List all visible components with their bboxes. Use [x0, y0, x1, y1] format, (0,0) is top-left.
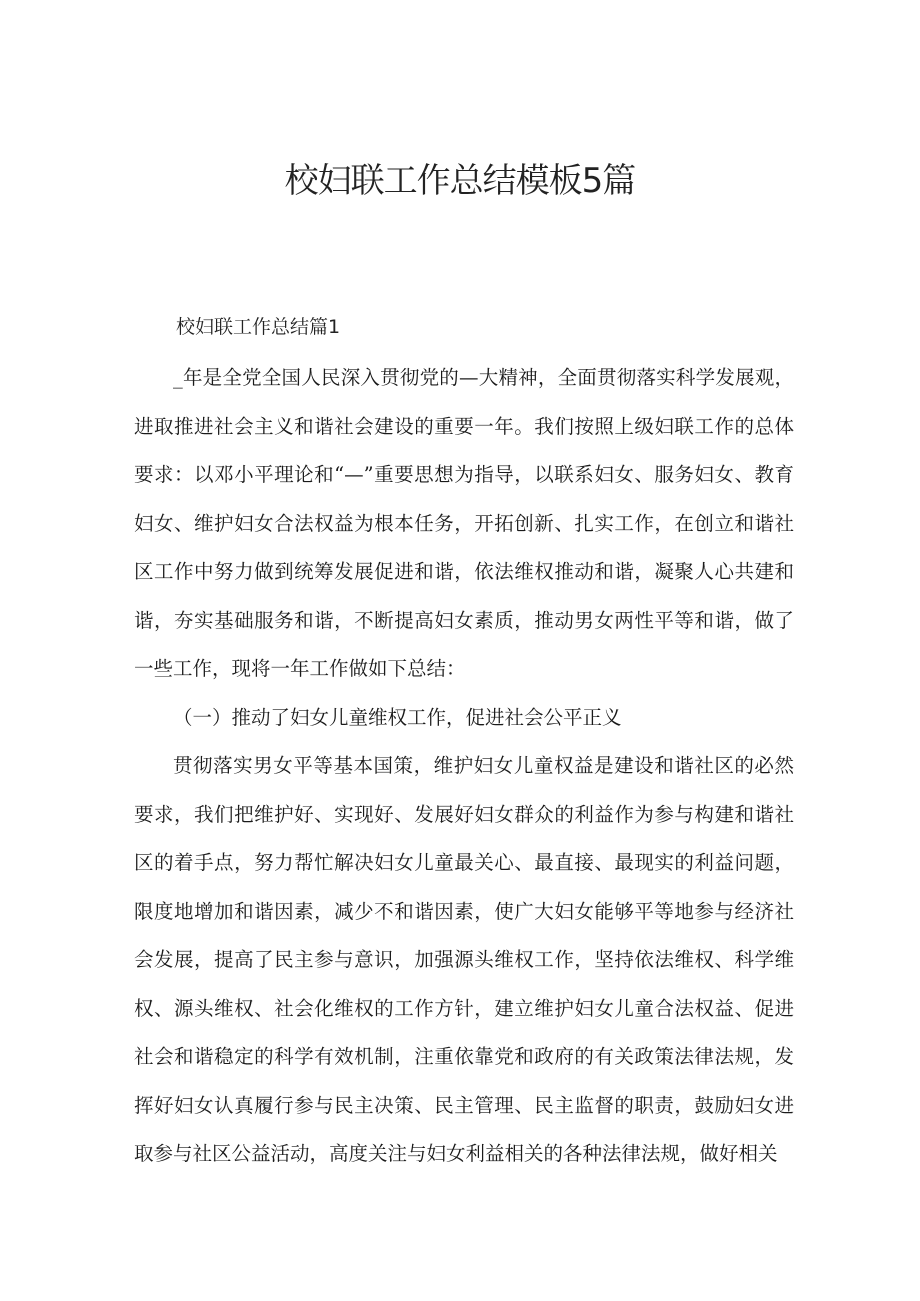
paragraph-rights: 贯彻落实男女平等基本国策，维护妇女儿童权益是建设和谐社区的必然要求，我们把维护好、实现好、发展好妇女群众的利益作为参与构建和谐社区的着手点，努力帮忙解决妇女儿童最关心、最直接、最现实的利益问题，限度地增加和谐因素，减少不和谐因素，使广大妇女能够平等地参与经济社会发展，提高了民主参与意识，加强源头维权工作，坚持依法维权、科学维权、源头维权、社会化维权的工作方针，建立维护妇女儿童合法权益、促进社会和谐稳定的科学有效机制，注重依靠党和政府的有关政策法律法规，发挥好妇女认真履行参与民主决策、民主管理、民主监督的职责，鼓励妇女进取参与社区公益活动，高度关注与妇女利益相关的各种法律法规，做好相关 — [134, 754, 794, 1165]
paragraph-subheading: （一）推动了妇女儿童维权工作，促进社会公平正义 — [173, 705, 622, 729]
document-title: 校妇联工作总结模板5篇 — [284, 161, 636, 201]
document-body — [134, 354, 794, 1179]
section-heading: 校妇联工作总结篇1 — [176, 316, 341, 338]
paragraph-intro: _年是全党全国人民深入贯彻党的—大精神，全面贯彻落实科学发展观，进取推进社会主义和谐社会建设的重要一年。我们按照上级妇联工作的总体要求：以邓小平理论和“—”重要思想为指导，以联系妇女、服务妇女、教育妇女、维护妇女合法权益为根本任务，开拓创新、扎实工作，在创立和谐社区工作中努力做到统筹发展促进和谐，依法维权推动和谐，凝聚人心共建和谐，夯实基础服务和谐，不断提高妇女素质，推动男女两性平等和谐，做了一些工作，现将一年工作做如下总结： — [134, 366, 794, 680]
